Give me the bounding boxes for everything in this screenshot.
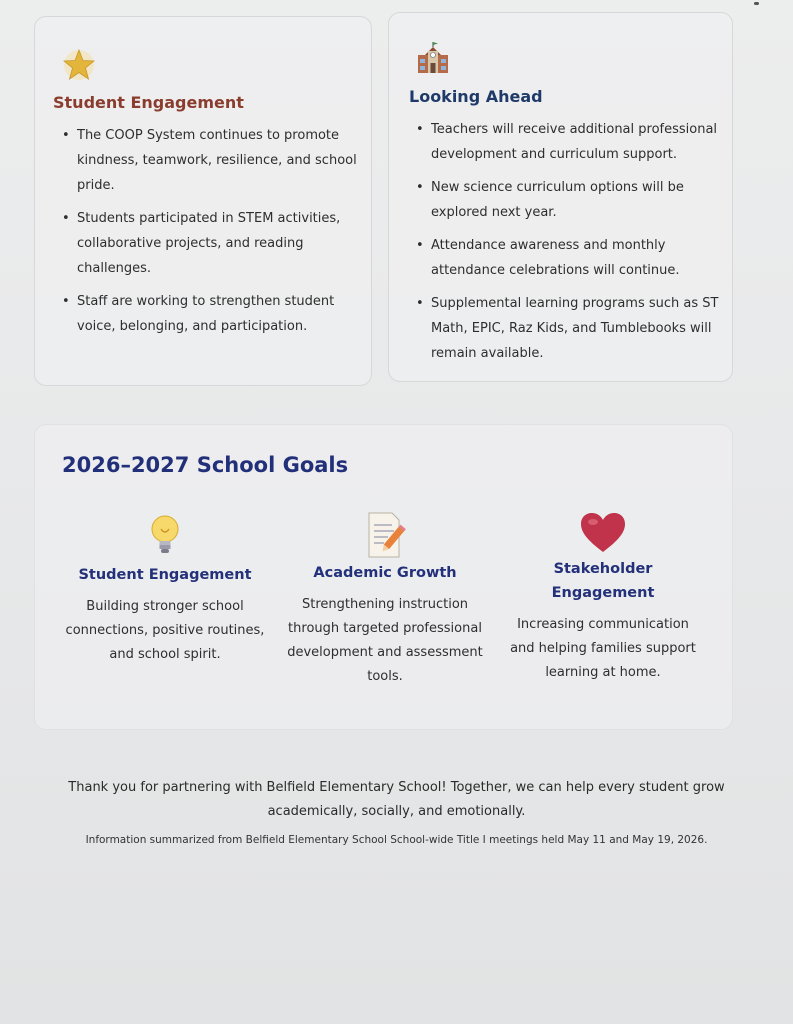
goal-title: Academic Growth [313,565,457,581]
paper-mark [754,2,759,5]
list-item: • New science curriculum options will be explored next year. [411,175,721,225]
list-item: • Supplemental learning programs such as ST Math, EPIC, Raz Kids, and Tumblebooks will remain available. [411,291,721,366]
memo-pencil-icon-graphic [364,511,406,559]
star-icon [61,47,97,89]
goals-heading: 2026–2027 School Goals [62,453,349,477]
memo-pencil-icon [285,511,485,555]
school-goals-card [34,424,733,730]
list-item: • Teachers will receive additional professional development and curriculum support. [411,117,721,167]
thank-you-message: Thank you for partnering with Belfield Elementary School! Together, we can help every student grow academically, socially, and emotionally. [68,780,725,819]
lightbulb-icon-graphic [147,513,183,559]
student-engagement-card [34,16,372,386]
goal-student-engagement [65,513,265,667]
card-title: Student Engagement [53,93,244,112]
goal-description: Building stronger school connections, positive routines, and school spirit. [65,599,265,662]
list-item: • Attendance awareness and monthly attendance celebrations will continue. [411,233,721,283]
goal-academic-growth [285,511,485,689]
list-item: • Students participated in STEM activities, collaborative projects, and reading challenges. [57,206,357,281]
heart-icon [503,511,703,555]
card-title: Looking Ahead [409,87,543,106]
goal-description: Strengthening instruction through targeted professional development and assessment tools. [287,597,483,684]
source-note: Information summarized from Belfield Elementary School School-wide Title I meetings held May 11 and May 19, 2026. [85,834,708,846]
list-item: • The COOP System continues to promote kindness, teamwork, resilience, and school pride. [57,123,357,198]
school-building-icon-graphic [415,41,451,77]
lightbulb-icon [65,513,265,557]
goal-description: Increasing communication and helping families support learning at home. [510,617,696,680]
looking-ahead-card [388,12,733,382]
goal-title: Student Engagement [78,567,252,583]
goal-title: Stakeholder Engagement [551,561,655,601]
school-building-icon [415,41,451,83]
engagement-bullet-list [57,123,357,347]
heart-icon-graphic [579,511,627,555]
looking-ahead-bullet-list [411,117,721,374]
star-icon-graphic [61,47,97,83]
list-item: • Staff are working to strengthen student voice, belonging, and participation. [57,289,357,339]
goal-stakeholder-engagement [503,511,703,685]
